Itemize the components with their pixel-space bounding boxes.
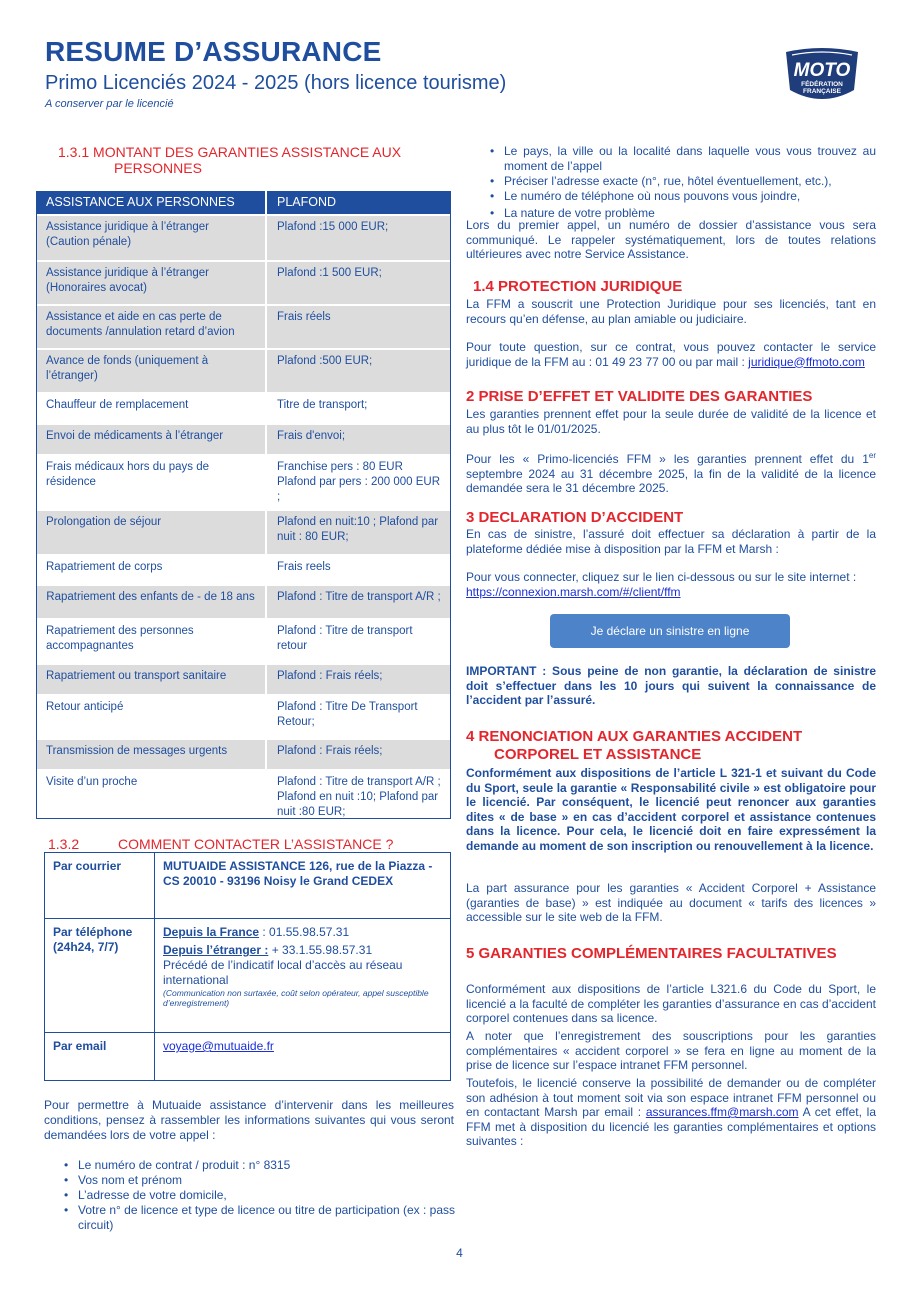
list-item: • Vos nom et prénom	[58, 1173, 458, 1188]
list-item: • La nature de votre problème	[484, 206, 876, 221]
table-row: Rapatriement des personnes accompagnantes Plafond : Titre de transport retour	[36, 619, 451, 664]
contact-courrier-label: Par courrier	[45, 853, 155, 919]
section-3-important: IMPORTANT : Sous peine de non garantie, la déclaration de sinistre doit s’effectuer dans les 10 jours qui suivent la connaissance de l’accident par l’assuré.	[466, 664, 876, 707]
left-paragraph: Pour permettre à Mutuaide assistance d’intervenir dans les meilleures conditions, pensez à rassembler les informations suivantes qui vous seront demandées lors de votre appel :	[44, 1098, 454, 1142]
section-2-p1: Les garanties prennent effet pour la seule durée de validité de la licence et au plus tôt le 01/01/2025.	[466, 407, 876, 436]
contact-email-cell	[155, 1033, 451, 1081]
page-note: A conserver par le licencié	[45, 98, 174, 110]
logo-sub2-text: FRANÇAISE	[803, 88, 841, 95]
section-14-p2	[466, 340, 876, 369]
declare-sinistre-button[interactable]: Je déclare un sinistre en ligne	[550, 614, 790, 648]
tel-france-label: Depuis la France	[163, 925, 260, 939]
list-item: • Votre n° de licence et type de licence ou titre de participation (ex : pass circuit)	[58, 1203, 458, 1233]
table-row: Assistance juridique à l’étranger (Caution pénale) Plafond :15 000 EUR;	[36, 215, 451, 261]
section-2-p2-start: Pour les « Primo-licenciés FFM » les garanties prennent effet du 1	[466, 452, 869, 466]
left-bullet-list	[58, 1158, 458, 1233]
list-item: • Préciser l’adresse exacte (n°, rue, hôtel éventuellement, etc.),	[484, 174, 876, 189]
tel-note: Précédé de l’indicatif local d’accès au réseau international	[163, 958, 403, 987]
section-2-title: 2 PRISE D’EFFET ET VALIDITE DES GARANTIES	[466, 388, 813, 405]
section-5-p3	[466, 1076, 876, 1149]
section-4-p1: Conformément aux dispositions de l’article L 321-1 et suivant du Code du Sport, seule la garantie « Responsabilité civile » est obligatoire pour le licencié. Par conséquent, le licencié peut renoncer aux garanties dites « de base » en cas d’accident corporel et assistance contenues dans la licence. Pour cela, le licencié doit en faire expressément la demande au moment de son inscription ou renouvellement à la licence.	[466, 766, 876, 853]
contact-email-link[interactable]: voyage@mutuaide.fr	[163, 1039, 274, 1053]
contact-courrier-value: MUTUAIDE ASSISTANCE 126, rue de la Piazza - CS 20010 - 93196 Noisy le Grand CEDEX	[155, 853, 451, 919]
contact-tel-value	[155, 919, 451, 1033]
table-row: Visite d’un proche Plafond : Titre de transport A/R ; Plafond en nuit :10; Plafond par nuit :80 EUR;	[36, 770, 451, 828]
section-5-p3-start: Toutefois, le licencié conserve la possibilité de demander ou de compléter son adhésion à tout moment soit via son espace intranet FFM personnel ou en contactant Marsh par email :	[466, 1076, 876, 1119]
section-132-number: 1.3.2	[48, 836, 80, 852]
table-row: Chauffeur de remplacement Titre de transport;	[36, 393, 451, 424]
guarantees-col-assistance: ASSISTANCE AUX PERSONNES	[36, 191, 266, 215]
guarantees-table	[36, 191, 451, 828]
list-item: • L’adresse de votre domicile,	[58, 1188, 458, 1203]
section-14-p2-text: Pour toute question, sur ce contrat, vous pouvez contacter le service juridique de la FFM au : 01 49 23 77 00 ou par mail :	[466, 340, 876, 369]
table-row: Envoi de médicaments à l’étranger Frais d'envoi;	[36, 424, 451, 455]
section-5-p1: Conformément aux dispositions de l’article L321.6 du Code du Sport, le licencié a la faculté de compléter les garanties d’assurance en cas d’accident corporel contenues dans sa licence.	[466, 982, 876, 1025]
contact-table	[44, 852, 451, 1081]
section-131-title-l2: PERSONNES	[114, 160, 202, 176]
table-row: Assistance juridique à l’étranger (Honoraires avocat) Plafond :1 500 EUR;	[36, 261, 451, 305]
logo-sub1-text: FÉDÉRATION	[801, 81, 843, 88]
section-14-title: 1.4 PROTECTION JURIDIQUE	[473, 278, 683, 295]
section-3-title: 3 DECLARATION D’ACCIDENT	[466, 509, 684, 526]
section-132-label: COMMENT CONTACTER L’ASSISTANCE ?	[118, 836, 394, 852]
section-131-title	[58, 144, 438, 176]
logo-main-text: MOTO	[793, 60, 851, 81]
section-5-title: 5 GARANTIES COMPLÉMENTAIRES FACULTATIVES	[466, 945, 837, 962]
contact-email-label: Par email	[45, 1033, 155, 1081]
marsh-email-link[interactable]: assurances.ffm@marsh.com	[645, 1105, 799, 1119]
section-4-title-l2: CORPOREL ET ASSISTANCE	[494, 746, 702, 763]
list-item: • Le numéro de téléphone où nous pouvons vous joindre,	[484, 189, 876, 204]
marsh-link[interactable]: https://connexion.marsh.com/#/client/ffm	[466, 585, 681, 599]
section-132-title	[48, 836, 393, 852]
section-5-p2: A noter que l’enregistrement des souscriptions pour les garanties complémentaires « accident corporel » se fera en ligne au moment de la prise de licence sur l’espace intranet FFM personnel.	[466, 1029, 876, 1072]
section-4-title	[466, 728, 876, 764]
ffm-logo	[782, 46, 862, 104]
table-row: Frais médicaux hors du pays de résidence Franchise pers : 80 EUR Plafond par pers : 200 000 EUR ;	[36, 455, 451, 510]
juridique-email-link[interactable]: juridique@ffmoto.com	[748, 354, 865, 369]
right-bullet-list	[484, 144, 876, 221]
section-131-title-l1: 1.3.1 MONTANT DES GARANTIES ASSISTANCE AUX	[58, 144, 402, 160]
section-3-link-wrap	[466, 585, 876, 600]
table-row: Rapatriement des enfants de - de 18 ans Plafond : Titre de transport A/R ;	[36, 585, 451, 619]
table-row: Assistance et aide en cas perte de documents /annulation retard d’avion Frais réels	[36, 305, 451, 349]
section-4-p2: La part assurance pour les garanties « Accident Corporel + Assistance (garanties de base) » est indiquée au document « tarifs des licences » accessible sur le site web de la FFM.	[466, 881, 876, 924]
section-2-p2-end: septembre 2024 au 31 décembre 2025, la fin de la validité de la licence demandée sera le 31 décembre 2025.	[466, 466, 876, 495]
tel-france-value[interactable]: : 01.55.98.57.31	[259, 925, 350, 939]
list-item: • Le numéro de contrat / produit : n° 8315	[58, 1158, 458, 1173]
section-5-p3-end: A cet effet, la FFM met à disposition du licencié les garanties complémentaires et options suivantes :	[466, 1105, 876, 1148]
tel-abroad-label: Depuis l’étranger :	[163, 943, 269, 957]
guarantees-col-plafond: PLAFOND	[266, 191, 451, 215]
table-row: Avance de fonds (uniquement à l’étranger) Plafond :500 EUR;	[36, 349, 451, 393]
table-row: Retour anticipé Plafond : Titre De Transport Retour;	[36, 695, 451, 739]
assistance-dossier-text: Lors du premier appel, un numéro de dossier d’assistance vous sera communiqué. Le rappeler systématiquement, lors de toutes relations ultérieures avec notre Service Assistance.	[466, 218, 876, 261]
section-3-p1: En cas de sinistre, l’assuré doit effectuer sa déclaration à partir de la plateforme dédiée mise à disposition par la FFM et Marsh :	[466, 527, 876, 556]
section-3-p2: Pour vous connecter, cliquez sur le lien ci-dessous ou sur le site internet :	[466, 570, 857, 584]
list-item: • Le pays, la ville ou la localité dans laquelle vous vous trouvez au moment de l’appel	[484, 144, 876, 174]
section-4-title-l1: 4 RENONCIATION AUX GARANTIES ACCIDENT	[466, 728, 803, 745]
section-2-p2-sup: er	[868, 451, 876, 460]
page-number: 4	[456, 1246, 463, 1260]
page-subtitle: Primo Licenciés 2024 - 2025 (hors licence tourisme)	[45, 72, 507, 94]
table-row: Rapatriement de corps Frais reels	[36, 555, 451, 585]
contact-tel-label: Par téléphone (24h24, 7/7)	[45, 919, 155, 1033]
section-14-p1: La FFM a souscrit une Protection Juridique pour ses licenciés, tant en recours qu’en défense, au plan amiable ou judiciaire.	[466, 297, 876, 326]
tel-small-note: (Communication non surtaxée, coût selon opérateur, appel susceptible d’enregistrement)	[163, 988, 429, 1008]
tel-abroad-value[interactable]: + 33.1.55.98.57.31	[268, 943, 373, 957]
section-2-p2	[466, 449, 876, 496]
table-row: Prolongation de séjour Plafond en nuit:10 ; Plafond par nuit : 80 EUR;	[36, 510, 451, 555]
page-title: RESUME D’ASSURANCE	[45, 36, 382, 67]
table-row: Rapatriement ou transport sanitaire Plafond : Frais réels;	[36, 664, 451, 695]
table-row: Transmission de messages urgents Plafond : Frais réels;	[36, 739, 451, 770]
